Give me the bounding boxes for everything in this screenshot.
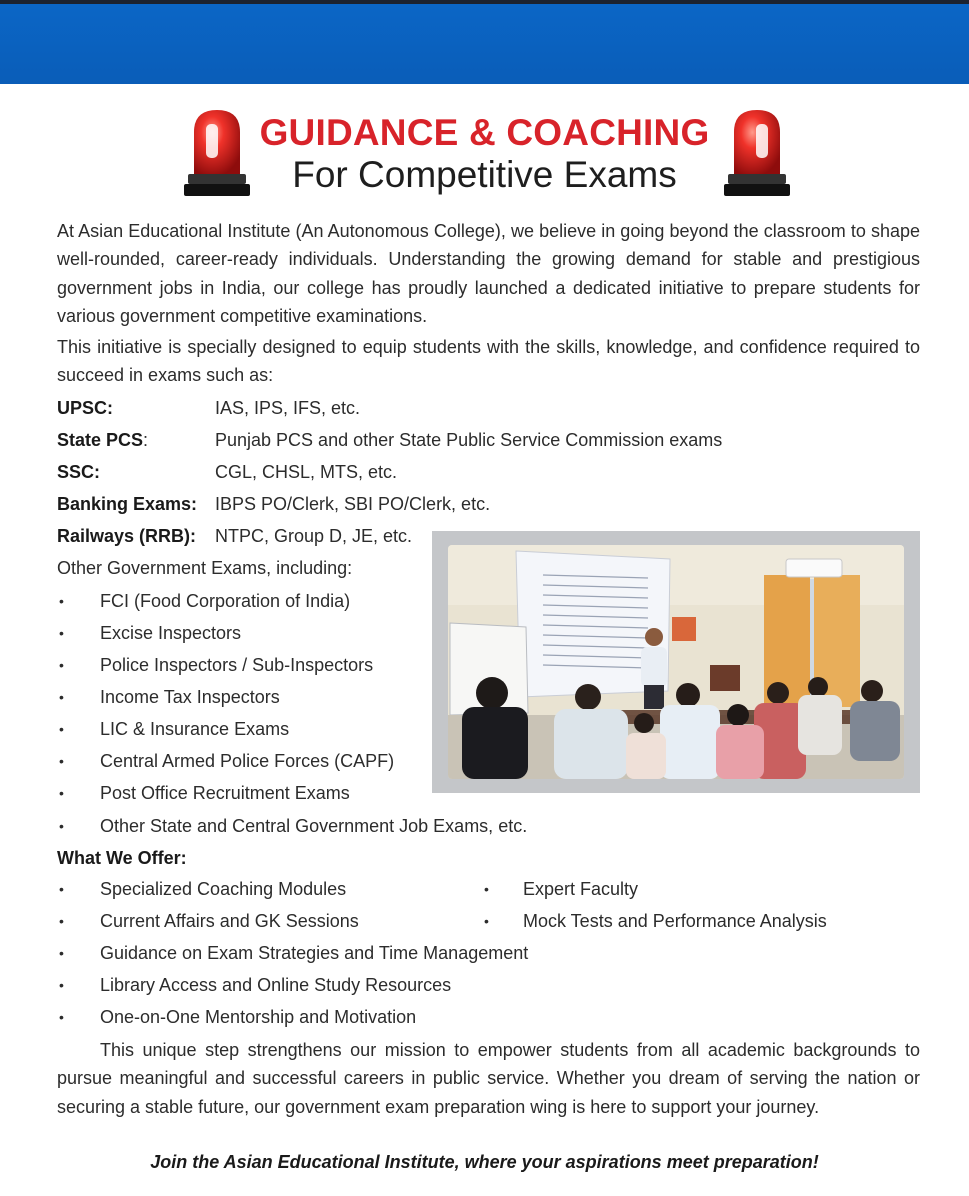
page-subtitle: For Competitive Exams [292,154,677,195]
page-title: GUIDANCE & COACHING [259,112,710,153]
classroom-photo [448,545,904,779]
exam-label: Railways (RRB): [57,526,197,546]
exam-row-railways [57,524,413,548]
intro-paragraph: At Asian Educational Institute (An Autonomous College), we believe in going beyond the classroom to shape well-rounded, career-ready individuals. Understanding the growing demand for stable and prestigious government jobs in India, our college has proudly launched a dedicated initiative to prepare students for various government competitive examinations. [57,221,920,326]
exam-value: IAS, IPS, IFS, etc. [215,398,361,418]
exam-label: State PCS [57,430,144,450]
exam-row-ssc [57,460,398,484]
exam-label: SSC: [57,462,101,482]
exam-label: Banking Exams: [57,494,198,514]
exam-label-colon: : [143,430,149,450]
exam-label: UPSC: [57,398,114,418]
exam-row-upsc [57,396,361,420]
footer-tagline: Join the Asian Educational Institute, where your aspirations meet preparation! [150,1152,819,1172]
exam-value: IBPS PO/Clerk, SBI PO/Clerk, etc. [215,494,491,514]
other-exams-heading: Other Government Exams, including: [57,558,353,578]
intro-paragraph-2: This initiative is specially designed to equip students with the skills, knowledge, and confidence required to succeed in exams such as: [57,337,920,386]
exam-row-state-pcs [57,428,723,452]
header-banner [0,4,969,84]
exam-value: CGL, CHSL, MTS, etc. [215,462,398,482]
exam-value: NTPC, Group D, JE, etc. [215,526,413,546]
exam-row-banking [57,492,491,516]
exam-value: Punjab PCS and other State Public Service Commission exams [215,430,723,450]
offer-heading: What We Offer: [57,848,187,868]
closing-paragraph: This unique step strengthens our mission to empower students from all academic backgrounds to pursue meaningful and successful careers in public service. Whether you dream of serving the nation or securing a stable future, our government exam preparation wing is here to support your journey. [57,1040,920,1117]
classroom-photo-frame [432,531,920,793]
